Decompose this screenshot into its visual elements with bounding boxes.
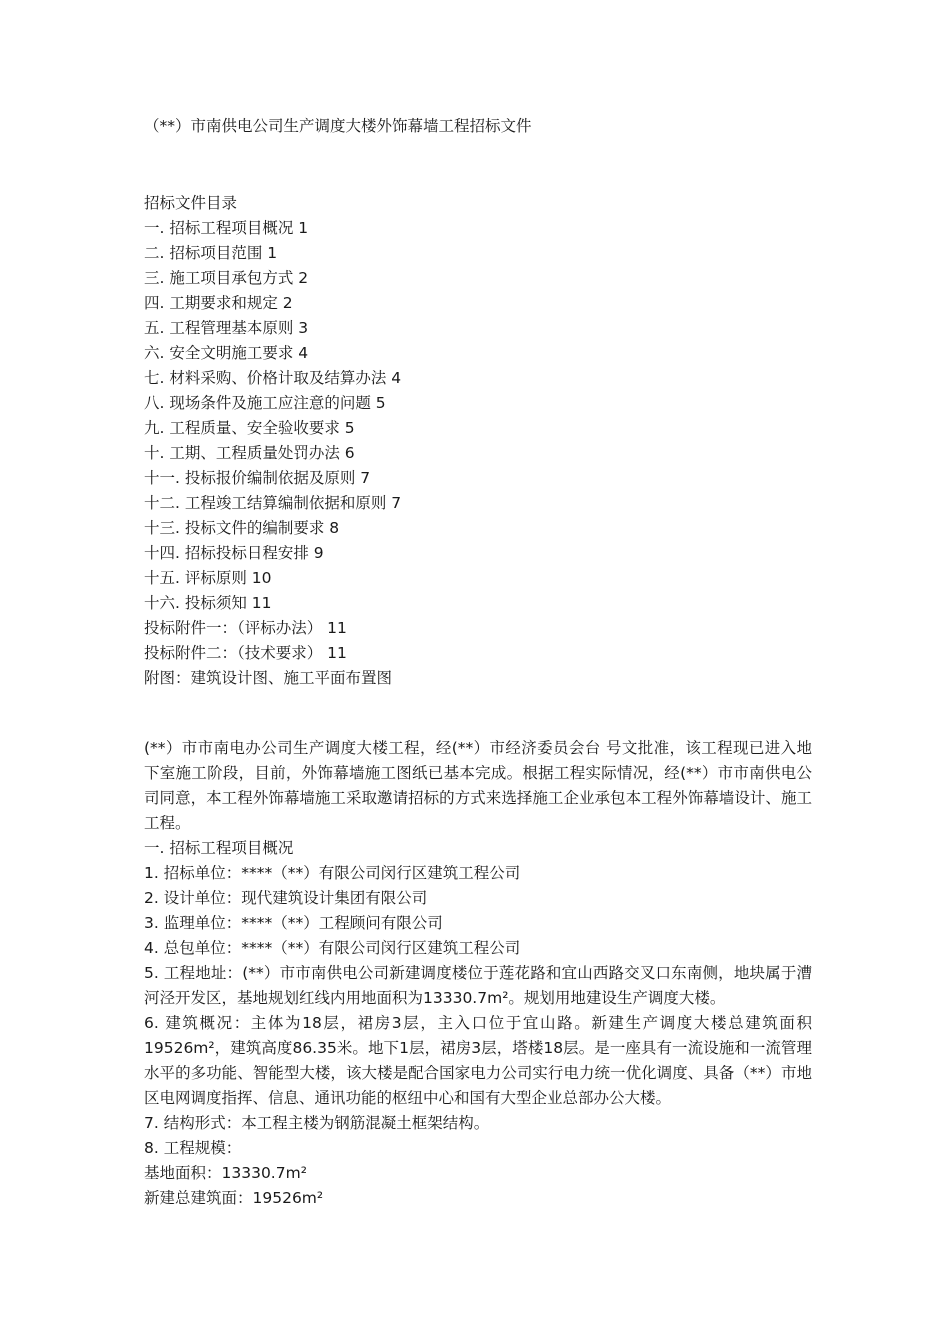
toc-item: 十六. 投标须知 11 — [144, 594, 272, 612]
table-of-contents — [144, 191, 401, 691]
toc-item: 投标附件二：（技术要求） 11 — [144, 644, 347, 662]
list-item: 4. 总包单位：****（**）有限公司闵行区建筑工程公司 — [144, 939, 521, 957]
document-title: （**）市南供电公司生产调度大楼外饰幕墙工程招标文件 — [144, 117, 532, 135]
toc-item: 十. 工期、工程质量处罚办法 6 — [144, 444, 355, 462]
scale-item: 新建总建筑面：19526m² — [144, 1189, 324, 1207]
toc-item: 十一. 投标报价编制依据及原则 7 — [144, 469, 371, 487]
list-item: 8. 工程规模： — [144, 1139, 242, 1157]
toc-item: 投标附件一：（评标办法） 11 — [144, 619, 347, 637]
toc-item: 八. 现场条件及施工应注意的问题 5 — [144, 394, 386, 412]
toc-item: 二. 招标项目范围 1 — [144, 244, 278, 262]
list-item: 5. 工程地址：(**）市市南供电公司新建调度楼位于莲花路和宜山西路交叉口东南侧，地块属于漕河泾开发区，基地规划红线内用地面积为13330.7m²。规划用地建设生产调度大楼。 — [144, 964, 812, 1007]
toc-item: 九. 工程质量、安全验收要求 5 — [144, 419, 355, 437]
toc-item: 十二. 工程竣工结算编制依据和原则 7 — [144, 494, 402, 512]
scale-item: 基地面积：13330.7m² — [144, 1164, 307, 1182]
list-item: 2. 设计单位：现代建筑设计集团有限公司 — [144, 889, 428, 907]
list-item: 6. 建筑概况：主体为18层，裙房3层，主入口位于宜山路。新建生产调度大楼总建筑面积19526m²，建筑高度86.35米。地下1层，裙房3层，塔楼18层。是一座具有一流设施和一流管理水平的多功能、智能型大楼，该大楼是配合国家电力公司实行电力统一优化调度、具备（**）市地区电网调度指挥、信息、通讯功能的枢纽中心和国有大型企业总部办公大楼。 — [144, 1014, 812, 1107]
document-body — [144, 736, 812, 1211]
toc-heading: 招标文件目录 — [144, 194, 238, 212]
toc-item: 五. 工程管理基本原则 3 — [144, 319, 309, 337]
toc-item: 七. 材料采购、价格计取及结算办法 4 — [144, 369, 402, 387]
toc-item: 十四. 招标投标日程安排 9 — [144, 544, 324, 562]
list-item: 7. 结构形式：本工程主楼为钢筋混凝土框架结构。 — [144, 1114, 490, 1132]
list-item: 3. 监理单位：****（**）工程顾问有限公司 — [144, 914, 443, 932]
toc-item: 六. 安全文明施工要求 4 — [144, 344, 309, 362]
section-heading: 一. 招标工程项目概况 — [144, 839, 294, 857]
toc-item: 一. 招标工程项目概况 1 — [144, 219, 309, 237]
list-item: 1. 招标单位：****（**）有限公司闵行区建筑工程公司 — [144, 864, 521, 882]
toc-item: 附图：建筑设计图、施工平面布置图 — [144, 669, 393, 687]
intro-paragraph: (**）市市南电办公司生产调度大楼工程，经(**）市经济委员会台 号文批准，该工程现已进入地下室施工阶段，目前，外饰幕墙施工图纸已基本完成。根据工程实际情况，经(**）市市南供电公司同意，本工程外饰幕墙施工采取邀请招标的方式来选择施工企业承包本工程外饰幕墙设计、施工工程。 — [144, 739, 812, 832]
toc-item: 三. 施工项目承包方式 2 — [144, 269, 309, 287]
toc-item: 四. 工期要求和规定 2 — [144, 294, 293, 312]
toc-item: 十三. 投标文件的编制要求 8 — [144, 519, 340, 537]
toc-item: 十五. 评标原则 10 — [144, 569, 272, 587]
